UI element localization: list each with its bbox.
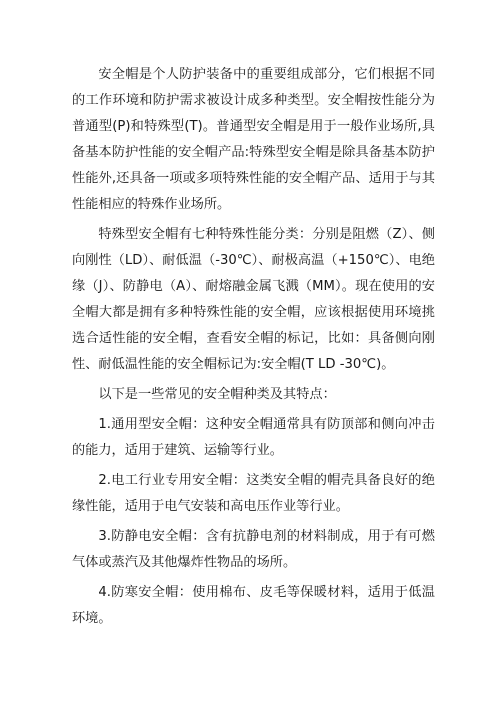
list-item-electrician-helmet: 2.电工行业专用安全帽：这类安全帽的帽壳具备良好的绝缘性能，适用于电气安装和高电压作业等行业。 bbox=[72, 473, 435, 514]
list-item-general-helmet: 1.通用型安全帽：这种安全帽通常具有防顶部和侧向冲击的能力，适用于建筑、运输等行业。 bbox=[72, 417, 435, 458]
list-item-cold-helmet: 4.防寒安全帽：使用棉布、皮毛等保暖材料，适用于低温环境。 bbox=[72, 585, 435, 626]
document-body bbox=[72, 62, 435, 636]
paragraph-list-intro: 以下是一些常见的安全帽种类及其特点： bbox=[98, 387, 336, 402]
paragraph-intro: 安全帽是个人防护装备中的重要组成部分，它们根据不同的工作环境和防护需求被设计成多种类型。安全帽按性能分为普通型(P)和特殊型(T)。普通型安全帽是用于一般作业场所,具备基本防护性能的安全帽产品:特殊型安全帽是除具备基本防护性能外,还具备一项或多项特殊性能的安全帽产品、适用于与其性能相应的特殊作业场所。 bbox=[72, 67, 435, 212]
list-item-antistatic-helmet: 3.防静电安全帽：含有抗静电剂的材料制成，用于有可燃气体或蒸汽及其他爆炸性物品的场所。 bbox=[72, 529, 435, 570]
paragraph-special-types: 特殊型安全帽有七种特殊性能分类：分别是阻燃（Z）、侧向刚性（LD）、耐低温（-30℃）、耐极高温（+150℃）、电绝缘（J）、防静电（A）、耐熔融金属飞溅（MM）。现在使用的安全帽大都是拥有多种特殊性能的安全帽，应该根据使用环境挑选合适性能的安全帽，查看安全帽的标记，比如：具备侧向刚性、耐低温性能的安全帽标记为:安全帽(T LD -30℃)。 bbox=[72, 227, 435, 372]
